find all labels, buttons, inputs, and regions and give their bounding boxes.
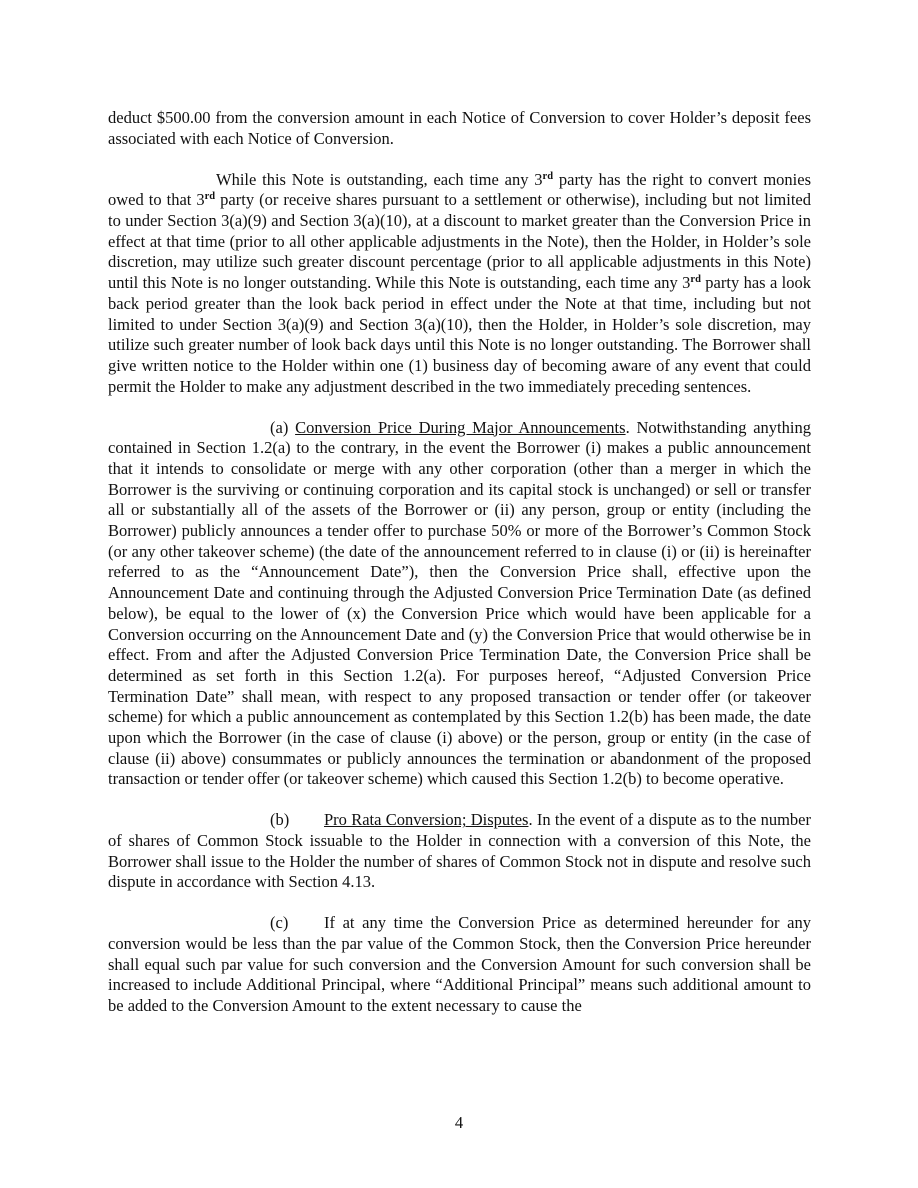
- superscript: rd: [690, 274, 701, 286]
- text: party has the right to convert monies owed to that 3: [108, 169, 811, 210]
- document-page: [108, 108, 811, 1037]
- text: . Notwithstanding anything contained in Section 1.2(a) to the contrary, in the event the Borrower (i) makes a public announcement that it intends to consolidate or merge with any other corporation (other than a merger in which the Borrower is the surviving or continuing corporation and its capital stock is unchanged) or sell or transfer all or substantially all of the assets of the Borrower or (ii) any person, group or entity (including the Borrower) publicly announces a tender offer to purchase 50% or more of the Borrower’s Common Stock (or any other takeover scheme) (the date of the announcement referred to in clause (i) or (ii) is hereinafter referred to as the “Announcement Date”), then the Conversion Price shall, effective upon the Announcement Date and continuing through the Adjusted Conversion Price Termination Date (as defined below), be equal to the lower of (x) the Conversion Price which would have been applicable for a Conversion occurring on the Announcement Date and (y) the Conversion Price that would otherwise be in effect. From and after the Adjusted Conversion Price Termination Date, the Conversion Price shall be determined as set forth in this Section 1.2(a). For purposes hereof, “Adjusted Conversion Price Termination Date” shall mean, with respect to any proposed transaction or tender offer (or takeover scheme) for which a public announcement as contemplated by this Section 1.2(b) has been made, the date upon which the Borrower (in the case of clause (i) above) or the person, group or entity (in the case of clause (ii) above) consummates or publicly announces the termination or abandonment of the proposed transaction or tender offer (or takeover scheme) which caused this Section 1.2(b) to become operative.: [108, 417, 811, 789]
- paragraph-par-value: [108, 913, 811, 1017]
- page-number: 4: [454, 1113, 464, 1132]
- section-heading: Pro Rata Conversion; Disputes: [324, 810, 529, 830]
- superscript: rd: [204, 191, 216, 203]
- clause-label: (c): [270, 913, 289, 933]
- superscript: rd: [542, 170, 554, 182]
- paragraph-pro-rata-conversion: [108, 810, 811, 893]
- paragraph-third-party-discount: [108, 170, 811, 398]
- text: If at any time the Conversion Price as determined hereunder for any conversion would be less than the par value of the Common Stock, then the Conversion Price hereunder shall equal such par value for such conversion and the Conversion Amount for such conversion shall be increased to include Additional Principal, where “Additional Principal” means such additional amount to be added to the Conversion Amount to the extent necessary to cause the: [108, 913, 811, 1016]
- clause-label: (b): [270, 810, 290, 830]
- text: While this Note is outstanding, each time any 3: [216, 169, 543, 189]
- paragraph-major-announcements: [108, 418, 811, 791]
- clause-label: (a): [270, 417, 296, 437]
- section-heading: Conversion Price During Major Announcements: [295, 417, 626, 437]
- paragraph-deposit-fees: deduct $500.00 from the conversion amount in each Notice of Conversion to cover Holder’s deposit fees associated with each Notice of Conversion.: [108, 108, 811, 148]
- text: . In the event of a dispute as to the number of shares of Common Stock issuable to the Holder in connection with a conversion of this Note, the Borrower shall issue to the Holder the number of shares of Common Stock not in dispute and resolve such dispute in accordance with Section 4.13.: [108, 810, 811, 892]
- text: party has a look back period greater than the look back period in effect under the Note at that time, including but not limited to under Section 3(a)(9) and Section 3(a)(10), then the Holder, in Holder’s sole discretion, may utilize such greater number of look back days until this Note is no longer outstanding. The Borrower shall give written notice to the Holder within one (1) business day of becoming aware of any event that could permit the Holder to make any adjustment described in the two immediately preceding sentences.: [108, 273, 812, 396]
- text: party (or receive shares pursuant to a settlement or otherwise), including but not limited to under Section 3(a)(9) and Section 3(a)(10), at a discount to market greater than the Conversion Price in effect at that time (prior to all other applicable adjustments in the Note), then the Holder, in Holder’s sole discretion, may utilize such greater discount percentage (prior to all applicable adjustments in this Note) until this Note is no longer outstanding. While this Note is outstanding, each time any 3: [108, 190, 811, 293]
